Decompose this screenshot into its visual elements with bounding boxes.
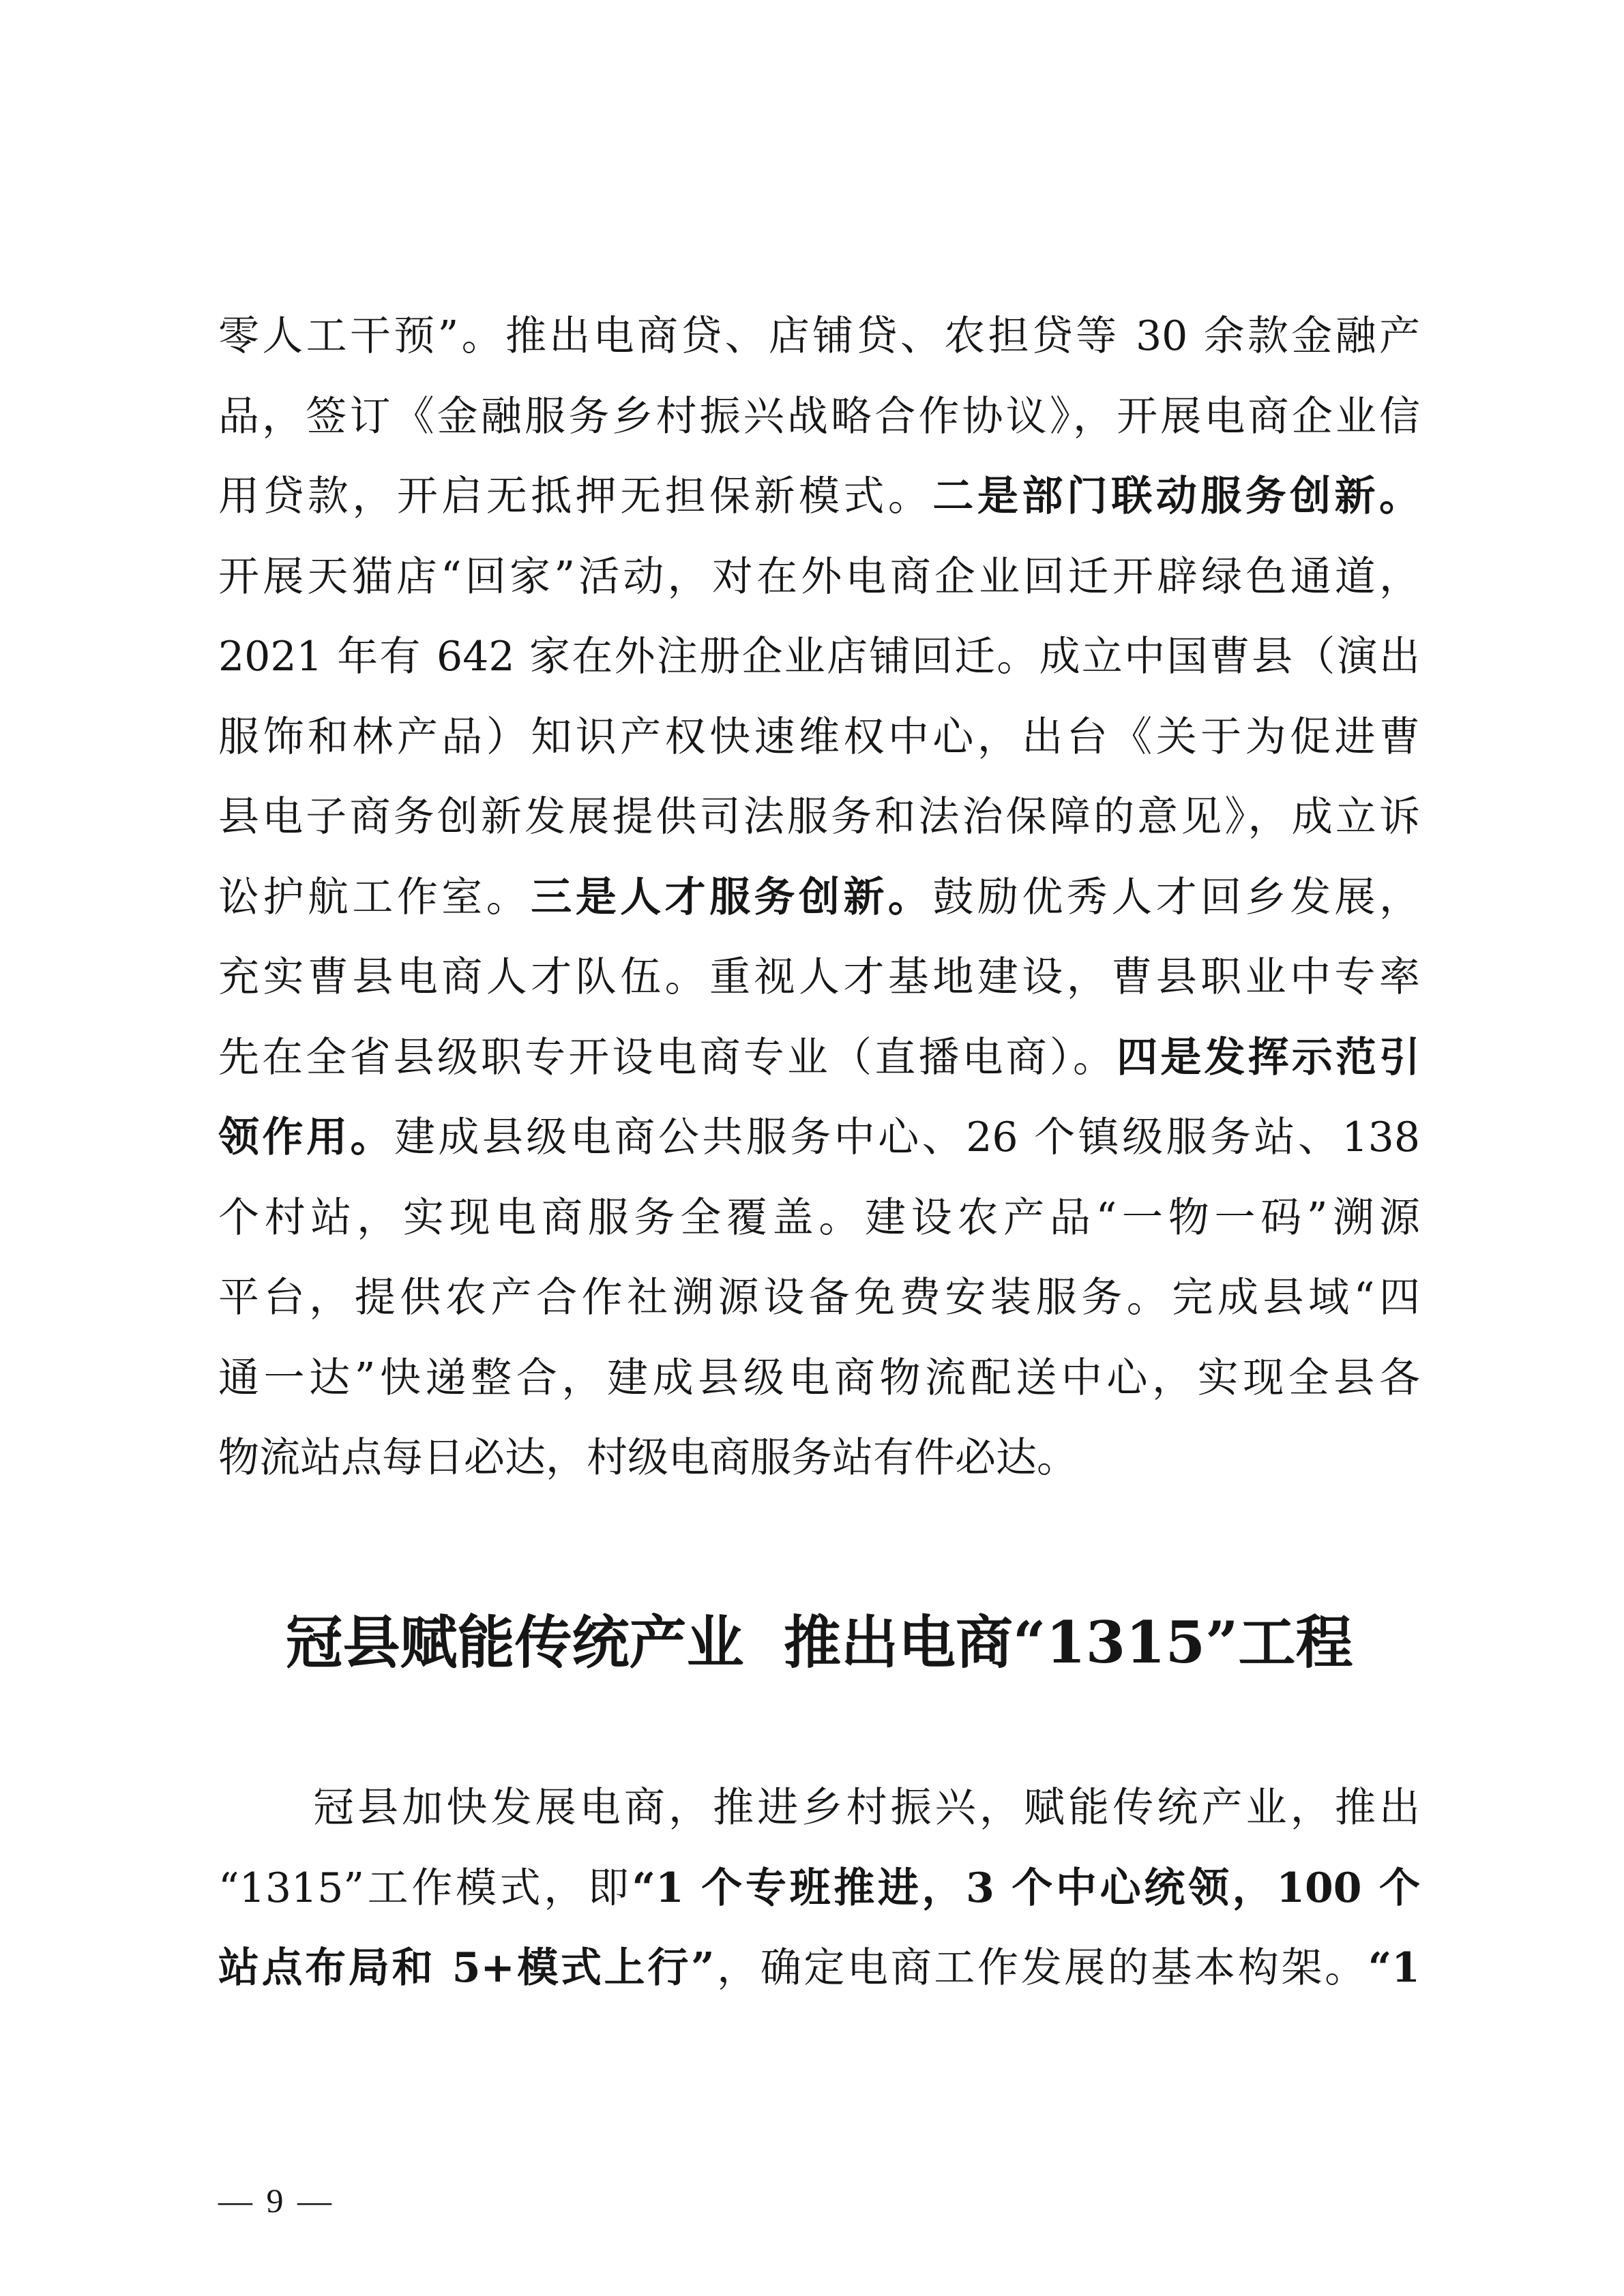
body-text-line [218, 617, 1420, 698]
emphasis-text: 四是发挥示范引 [1117, 1033, 1420, 1082]
text-run: 用贷款，开启无抵押无担保新模式。 [218, 473, 933, 520]
text-run: 平台，提供农产合作社溯源设备免费安装服务。完成县域“四 [218, 1274, 1420, 1322]
body-text-line [218, 1018, 1420, 1099]
emphasis-text: “1 个专班推进，3 个中心统领，100 个 [632, 1864, 1420, 1912]
text-run: 2021 年有 642 家在外注册企业店铺回迁。成立中国曹县（演出 [218, 633, 1420, 681]
text-run: 服饰和林产品）知识产权快速维权中心，出台《关于为促进曹 [218, 713, 1420, 761]
text-run: 建成县级电商公共服务中心、26 个镇级服务站、138 [394, 1114, 1420, 1161]
body-text-line [218, 698, 1420, 778]
emphasis-text: 二是部门联动服务创新。 [932, 473, 1420, 520]
body-text-line [218, 1339, 1420, 1419]
text-run: 开展天猫店“回家”活动，对在外电商企业回迁开辟绿色通道， [218, 552, 1420, 601]
paragraph-caoxian-services [218, 297, 1420, 1499]
body-text-line [218, 1418, 1420, 1499]
text-run: ，确定电商工作发展的基本构架。 [714, 1944, 1368, 1992]
body-text-line [218, 938, 1420, 1018]
text-run: 鼓励优秀人才回乡发展， [932, 873, 1420, 921]
body-text-line [218, 297, 1420, 377]
text-run: 零人工干预”。推出电商贷、店铺贷、农担贷等 30 余款金融产 [218, 312, 1420, 360]
emphasis-text: 站点布局和 5+模式上行” [218, 1944, 715, 1992]
text-run: 充实曹县电商人才队伍。重视人才基地建设，曹县职业中专率 [218, 953, 1420, 1001]
page-number: — 9 — [218, 2181, 334, 2220]
text-run: 先在全省县级职专开设电商专业（直播电商）。 [218, 1033, 1117, 1082]
emphasis-text: “1 [1368, 1944, 1420, 1992]
body-text-line [218, 1928, 1420, 2009]
body-text-line [218, 1098, 1420, 1178]
body-text-line [218, 537, 1420, 618]
text-run: 冠县加快发展电商，推进乡村振兴，赋能传统产业，推出 [313, 1784, 1420, 1832]
text-run: 个村站，实现电商服务全覆盖。建设农产品“一物一码”溯源 [218, 1193, 1420, 1242]
text-run: 讼护航工作室。 [218, 873, 531, 921]
body-text-line [218, 377, 1420, 458]
text-run: “1315”工作模式，即 [218, 1864, 632, 1912]
body-text-line [218, 1768, 1420, 1849]
body-text-line [218, 858, 1420, 938]
body-text-line [218, 1258, 1420, 1339]
emphasis-text: 领作用。 [218, 1114, 394, 1161]
text-run: 品，签订《金融服务乡村振兴战略合作协议》，开展电商企业信 [218, 392, 1420, 441]
section-heading: 冠县赋能传统产业 推出电商“1315”工程 [285, 1609, 1353, 1676]
emphasis-text: 三是人才服务创新。 [531, 873, 933, 921]
paragraph-guanxian-1315 [218, 1768, 1420, 2009]
body-text-line [218, 777, 1420, 858]
text-run: 通一达”快递整合，建成县级电商物流配送中心，实现全县各 [218, 1354, 1420, 1402]
text-run: 物流站点每日必达，村级电商服务站有件必达。 [218, 1434, 1078, 1482]
body-text-line [218, 1849, 1420, 1929]
text-run: 县电子商务创新发展提供司法服务和法治保障的意见》，成立诉 [218, 793, 1420, 841]
body-text-line [218, 457, 1420, 537]
body-text-line [218, 1178, 1420, 1259]
